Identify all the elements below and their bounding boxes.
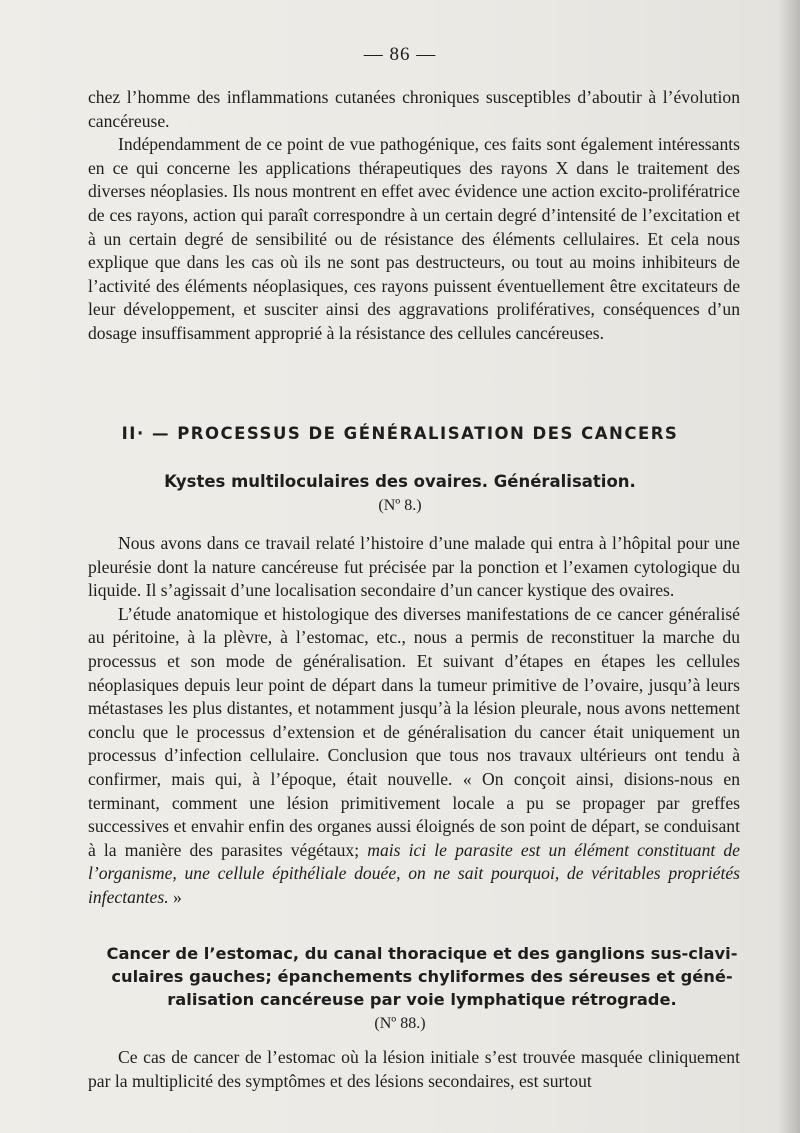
case2-title-line-2: culaires gauches; épanchements chyliformes des séreuses et géné- bbox=[111, 967, 733, 986]
case1-paragraph-2 bbox=[88, 603, 740, 910]
case2-title-line-3: ralisation cancéreuse par voie lymphatique rétrograde. bbox=[167, 990, 677, 1009]
intro-paragraph-1: chez l’homme des inflammations cutanées chroniques susceptibles d’aboutir à l’évolution cancéreuse. bbox=[88, 87, 740, 131]
case1-number: (Nº 8.) bbox=[378, 497, 422, 514]
page-number: — 86 — bbox=[363, 44, 437, 65]
case1-paragraph-2-end: » bbox=[168, 886, 182, 907]
case1-text bbox=[88, 532, 740, 910]
intro-paragraph-2: Indépendamment de ce point de vue pathogénique, ces faits sont également intéressants en ce qui concerne les applications thérapeutiques des rayons X dans le traitement des diverses néoplasies. Ils nous montrent en effet avec évidence une action excito-prolifératrice de ces rayons, action qui paraît correspondre à un certain degré d’intensité de l’excitation et à un certain degré de sensibilité ou de résistance des éléments cellulaires. Et cela nous explique que dans les cas où ils ne sont pas destructeurs, ou tout au moins inhibiteurs de l’activité des éléments néoplasiques, ces rayons puissent éventuellement être excitateurs de leur développement, et susciter ainsi des aggravations prolifératives, conséquences d’un dosage insuffisamment approprié à la résistance des cellules cancéreuses. bbox=[88, 134, 740, 343]
page-edge-shadow bbox=[778, 0, 800, 1133]
intro-text bbox=[88, 86, 740, 346]
case2-text bbox=[88, 1046, 740, 1093]
case2-paragraph-1: Ce cas de cancer de l’estomac où la lésion initiale s’est trouvée masquée cliniquement par la multiplicité des symptômes et des lésions secondaires, est surtout bbox=[88, 1047, 740, 1091]
section-heading: II· — PROCESSUS DE GÉNÉRALISATION DES CANCERS bbox=[121, 424, 679, 443]
case2-title-line-1: Cancer de l’estomac, du canal thoracique et des ganglions sus-clavi- bbox=[106, 944, 738, 963]
case1-paragraph-2-main: L’étude anatomique et histologique des diverses manifestations de ce cancer généralisé au péritoine, à la plèvre, à l’estomac, etc., nous a permis de reconstituer la marche du processus et son mode de généralisation. Et suivant d’étapes en étapes les cellules néoplasiques depuis leur point de départ dans la tumeur primitive de l’ovaire, jusqu’à leurs métastases les plus distantes, et notamment jusqu’à la lésion pleurale, nous avons nettement conclu que le processus d’extension et de généralisation du cancer était uniquement un processus d’infection cellulaire. Conclusion que tous nos travaux ultérieurs ont tendu à confirmer, mais qui, à l’époque, était nouvelle. « On conçoit ainsi, disions-nous en terminant, comment une lésion primitivement locale a pu se propager par greffes successives et envahir enfin des organes aussi éloignés de son point de départ, se conduisant à la manière des parasites végétaux; bbox=[88, 603, 740, 860]
case1-paragraph-2-italic: mais ici le parasite est un élément constituant de l’organisme, une cellule épithéliale douée, on ne sait pourquoi, de véritables propriétés infectantes. bbox=[88, 839, 740, 907]
case1-paragraph-1: Nous avons dans ce travail relaté l’histoire d’une malade qui entra à l’hôpital pour une pleurésie dont la nature cancéreuse fut précisée par la ponction et l’examen cytologique du liquide. Il s’agissait d’une localisation secondaire d’un cancer kystique des ovaires. bbox=[88, 533, 740, 601]
case2-number: (Nº 88.) bbox=[374, 1015, 426, 1032]
case1-title: Kystes multiloculaires des ovaires. Généralisation. bbox=[164, 472, 636, 491]
case2-title bbox=[92, 942, 752, 1011]
